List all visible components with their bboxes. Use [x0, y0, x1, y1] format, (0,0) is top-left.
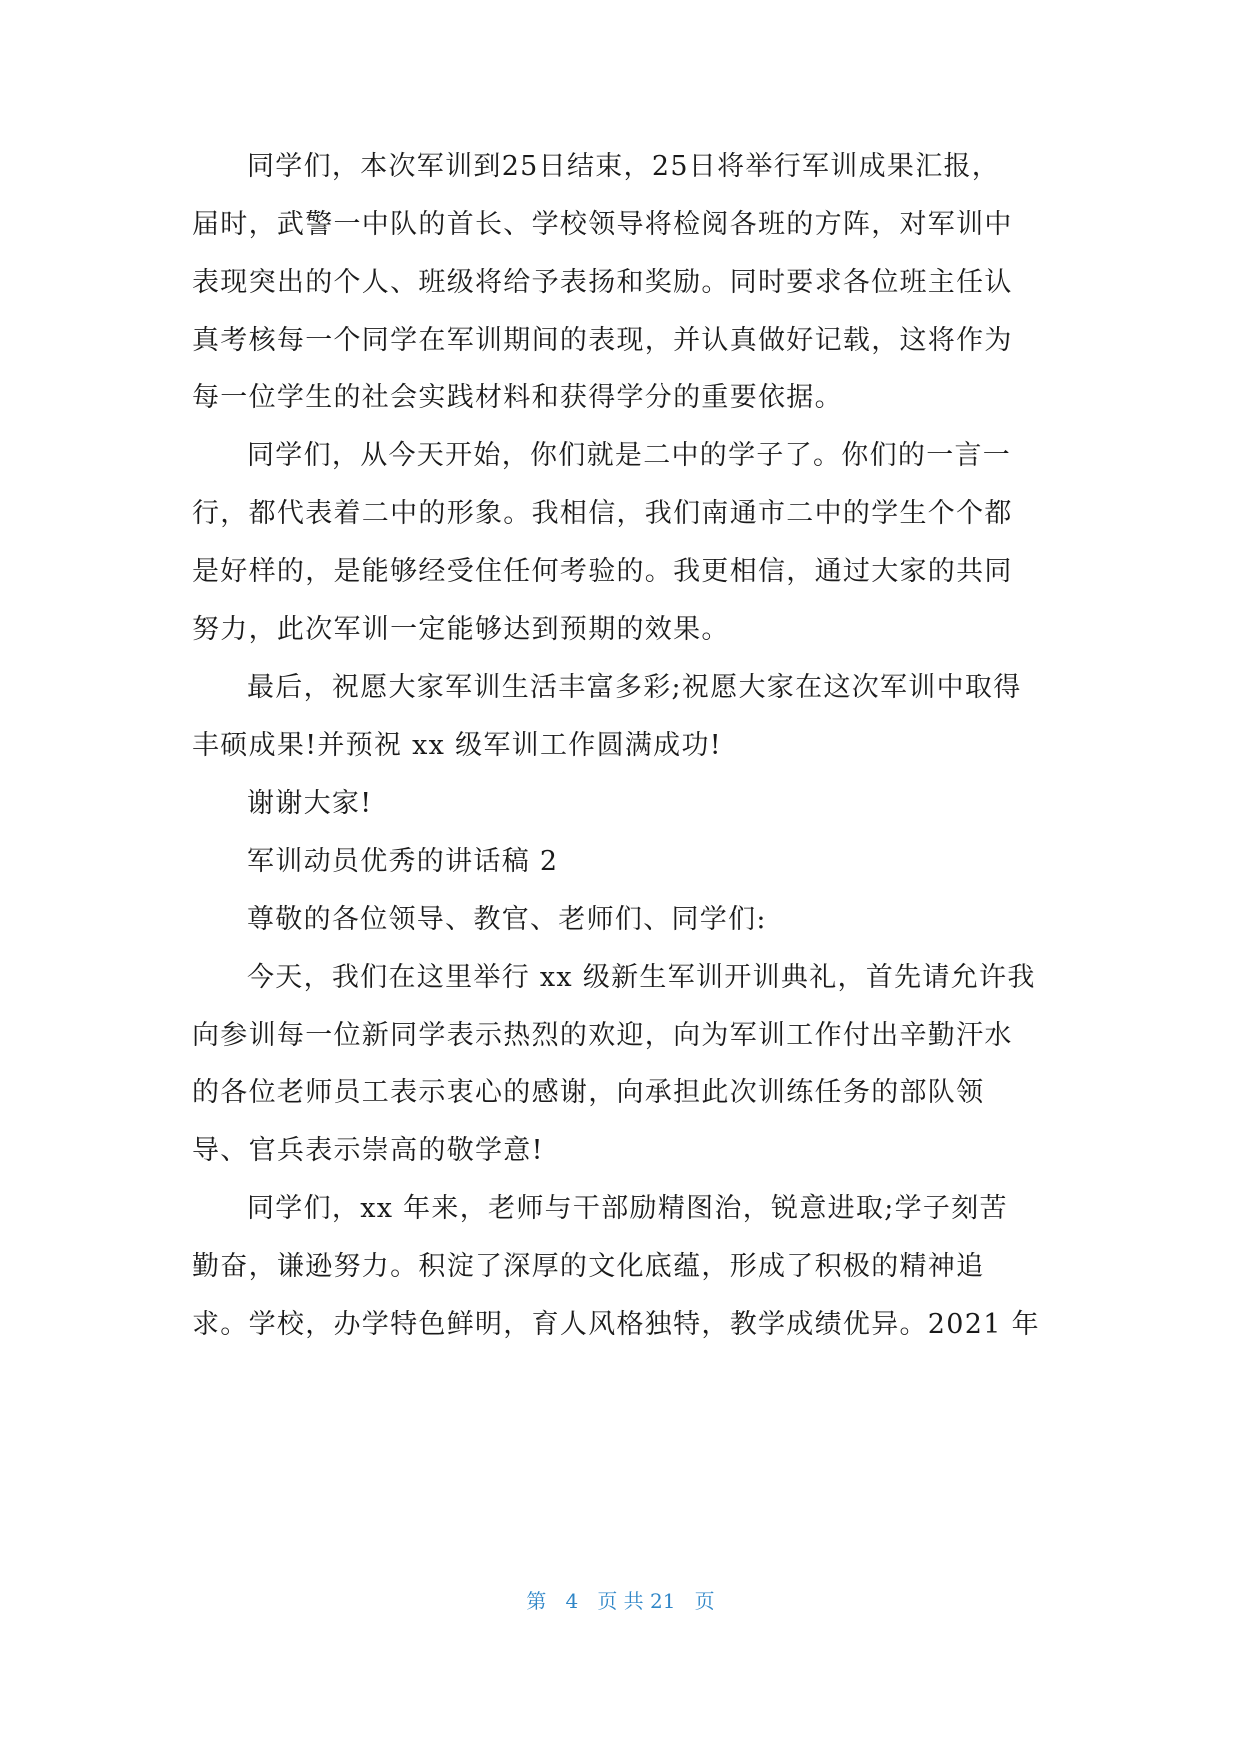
paragraph-line: 最后，祝愿大家军训生活丰富多彩;祝愿大家在这次军训中取得: [247, 672, 1022, 703]
footer-suffix: 页: [694, 1589, 715, 1613]
section-title: 军训动员优秀的讲话稿 2: [247, 846, 559, 877]
footer-total-pages: 21: [650, 1589, 676, 1613]
paragraph-line: 真考核每一个同学在军训期间的表现，并认真做好记载，这将作为: [192, 325, 1013, 356]
paragraph-line: 是好样的，是能够经受住任何考验的。我更相信，通过大家的共同: [192, 556, 1013, 587]
footer-middle: 页 共: [597, 1589, 644, 1613]
paragraph-line: 届时，武警一中队的首长、学校领导将检阅各班的方阵，对军训中: [192, 209, 1013, 240]
paragraph-line: 每一位学生的社会实践材料和获得学分的重要依据。: [192, 382, 843, 413]
paragraph-line: 同学们，本次军训到25日结束，25日将举行军训成果汇报，: [247, 151, 1001, 182]
footer-prefix: 第: [526, 1589, 547, 1613]
paragraph-line: 求。学校，办学特色鲜明，育人风格独特，教学成绩优异。2021 年: [192, 1309, 1040, 1340]
paragraph-line: 谢谢大家!: [247, 788, 373, 819]
paragraph-line: 表现突出的个人、班级将给予表扬和奖励。同时要求各位班主任认: [192, 267, 1013, 298]
paragraph-line: 今天，我们在这里举行 xx 级新生军训开训典礼，首先请允许我: [247, 962, 1036, 993]
paragraph-line: 导、官兵表示崇高的敬学意!: [192, 1135, 544, 1166]
salutation: 尊敬的各位领导、教官、老师们、同学们:: [247, 904, 767, 935]
paragraph-line: 勤奋，谦逊努力。积淀了深厚的文化底蕴，形成了积极的精神追: [192, 1251, 985, 1282]
paragraph-line: 行，都代表着二中的形象。我相信，我们南通市二中的学生个个都: [192, 498, 1013, 529]
footer-current-page: 4: [565, 1589, 579, 1613]
paragraph-line: 向参训每一位新同学表示热烈的欢迎，向为军训工作付出辛勤汗水: [192, 1020, 1013, 1051]
paragraph-line: 同学们，xx 年来，老师与干部励精图治，锐意进取;学子刻苦: [247, 1193, 1008, 1224]
paragraph-line: 努力，此次军训一定能够达到预期的效果。: [192, 614, 730, 645]
paragraph-line: 的各位老师员工表示衷心的感谢，向承担此次训练任务的部队领: [192, 1077, 985, 1108]
paragraph-line: 同学们，从今天开始，你们就是二中的学子了。你们的一言一: [247, 440, 1012, 471]
page-footer: [0, 1587, 1241, 1615]
paragraph-line: 丰硕成果!并预祝 xx 级军训工作圆满成功!: [192, 730, 722, 761]
